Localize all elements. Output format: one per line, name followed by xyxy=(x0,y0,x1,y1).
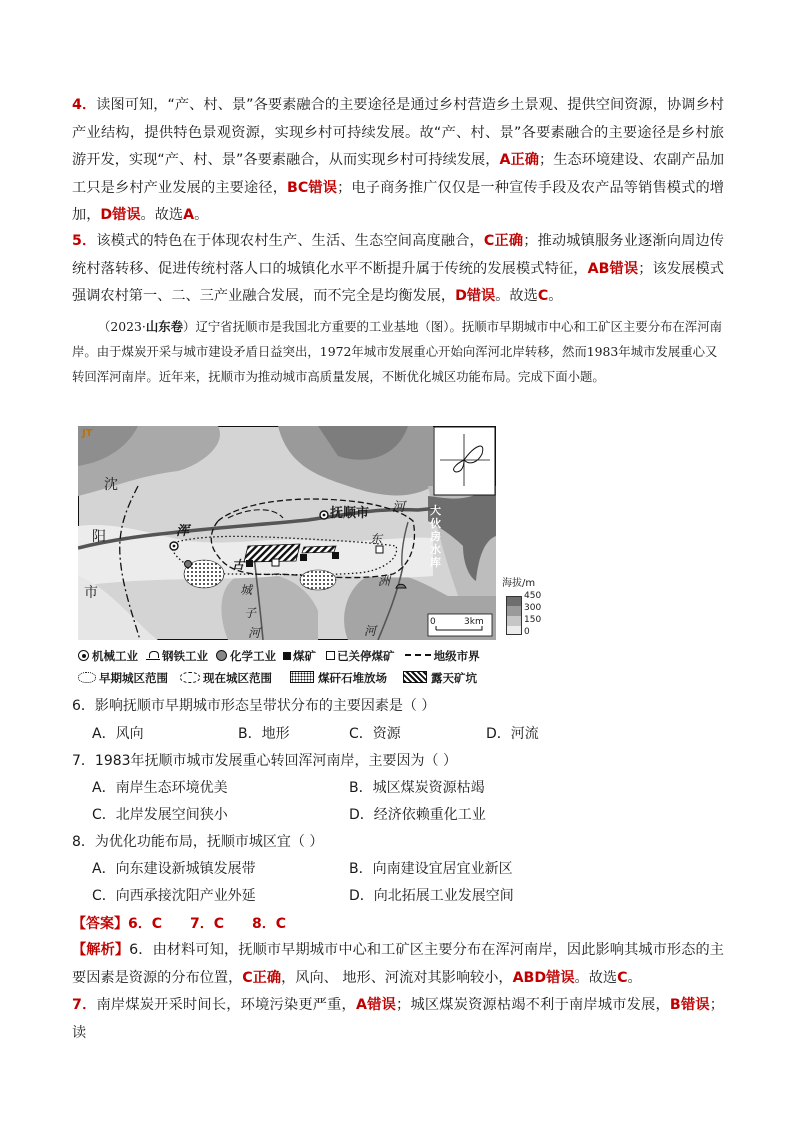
gangue-pile-icon xyxy=(290,671,314,683)
boundary-line-icon xyxy=(405,654,431,656)
item-number: 4． xyxy=(72,97,97,113)
option-6b[interactable]: B．地形 xyxy=(238,726,290,742)
item-number: 7． xyxy=(72,997,97,1013)
scale-zero: 0 xyxy=(430,617,436,627)
map-label: 城 xyxy=(240,583,253,597)
option-6a[interactable]: A．风向 xyxy=(92,726,144,742)
option-8b[interactable]: B．向南建设宜居宜业新区 xyxy=(349,861,513,877)
map-label: 河 xyxy=(248,626,261,640)
explanation-5: 5．该模式的特色在于体现农村生产、生活、生态空间高度融合，C正确；推动城镇服务业逐渐向周边传统村落转移、促进传统村落人口的城镇化水平不断提升属于传统的发展模式特征，AB错误；该发展模式强调农村第一、二、三产业融合发展，而不完全是均衡发展，D错误。故选C。 xyxy=(72,233,724,305)
map-label: 浑 xyxy=(176,524,190,539)
map-label: 东 xyxy=(370,532,383,546)
open-pit-icon xyxy=(403,671,427,683)
closed-mine-icon xyxy=(326,651,335,660)
exam-source: 山东卷 xyxy=(145,319,184,334)
option-8d[interactable]: D．向北拓展工业发展空间 xyxy=(349,888,514,904)
map-label: 市 xyxy=(84,585,98,601)
option-8a[interactable]: A．向东建设新城镇发展带 xyxy=(92,861,256,877)
early-urban-icon xyxy=(78,672,96,683)
map-label: 河 xyxy=(364,624,377,638)
question-7: 7．1983年抚顺市城市发展重心转回浑河南岸，主要因为（ ） xyxy=(72,753,457,769)
scale-label: 3km xyxy=(464,617,484,627)
elevation-legend: 海拔/m 450 300 150 0 xyxy=(500,574,560,644)
map-label: 沈 xyxy=(104,477,118,493)
option-7b[interactable]: B．城区煤炭资源枯竭 xyxy=(349,780,485,796)
coal-mine-icon xyxy=(283,652,291,660)
reservoir-label: 大伙房水库 xyxy=(430,504,441,569)
map-label: 子 xyxy=(244,606,257,620)
machinery-icon xyxy=(78,650,89,661)
map-label: 洲 xyxy=(378,574,391,588)
map-label: 河 xyxy=(392,500,406,515)
option-7d[interactable]: D．经济依赖重化工业 xyxy=(349,807,486,823)
option-6c[interactable]: C．资源 xyxy=(349,726,401,742)
map-label: 古 xyxy=(232,558,245,572)
answer-line xyxy=(72,914,286,934)
map-label: 阳 xyxy=(92,529,106,545)
legend-row-1: 机械工业 钢铁工业 化学工业 煤矿 已关停煤矿 地级市界 xyxy=(78,648,480,664)
elevation-title: 海拔/m xyxy=(502,578,536,589)
analysis-tag: 【解析】 xyxy=(72,942,130,958)
steel-icon xyxy=(146,651,160,660)
item-number: 5． xyxy=(72,233,97,249)
chemical-icon xyxy=(216,650,227,661)
analysis: 【解析】6．由材料可知，抚顺市早期城市中心和工矿区主要分布在浑河南岸，因此影响其城市形态的主要因素是资源的分布位置，C正确，风向、 地形、河流对其影响较小，ABD错误。故选C。 xyxy=(72,942,724,986)
option-6d[interactable]: D．河流 xyxy=(486,726,539,742)
question-6: 6．影响抚顺市早期城市形态呈带状分布的主要因素是（ ） xyxy=(72,698,436,714)
current-urban-icon xyxy=(180,672,200,683)
corner-mark: JT xyxy=(82,428,93,439)
legend-row-2: 早期城区范围 现在城区范围 煤矸石堆放场 露天矿坑 xyxy=(78,670,477,686)
explanation-7: 7．南岸煤炭开采时间长，环境污染更严重，A错误；城区煤炭资源枯竭不利于南岸城市发展，B错误；读 xyxy=(72,997,724,1041)
option-7a[interactable]: A．南岸生态环境优美 xyxy=(92,780,228,796)
explanation-4: 4．读图可知，“产、村、景”各要素融合的主要途径是通过乡村营造乡土景观、提供空间资源，协调乡村产业结构，提供特色景观资源，实现乡村可持续发展。故“产、村、景”各要素融合的主要途径是乡村旅游开发，实现“产、村、景”各要素融合，从而实现乡村可持续发展，A正确；生态环境建设、农副产品加工只是乡村产业发展的主要途径，BC错误；电子商务推广仅仅是一种宣传手段及农产品等销售模式的增加，D错误。故选A。 xyxy=(72,97,725,224)
question-intro: （2023·山东卷）辽宁省抚顺市是我国北方重要的工业基地（图）。抚顺市早期城市中心和工矿区主要分布在浑河南岸。由于煤炭开采与城市建设矛盾日益突出，1972年城市发展重心开始向浑河北岸转移，然而1983年城市发展重心又转回浑河南岸。近年来，抚顺市为推动城市高质量发展，不断优化城区功能布局。完成下面小题。 xyxy=(72,319,723,384)
answer-tag: 【答案】 xyxy=(72,916,128,932)
question-8: 8．为优化功能布局，抚顺市城区宜（ ） xyxy=(72,834,324,850)
option-8c[interactable]: C．向西承接沈阳产业外延 xyxy=(92,888,256,904)
answer-items: 6．C 7．C 8．C xyxy=(128,916,287,932)
option-7c[interactable]: C．北岸发展空间狭小 xyxy=(92,807,228,823)
map-label-city: 抚顺市 xyxy=(330,506,370,521)
fushun-map xyxy=(78,426,496,640)
